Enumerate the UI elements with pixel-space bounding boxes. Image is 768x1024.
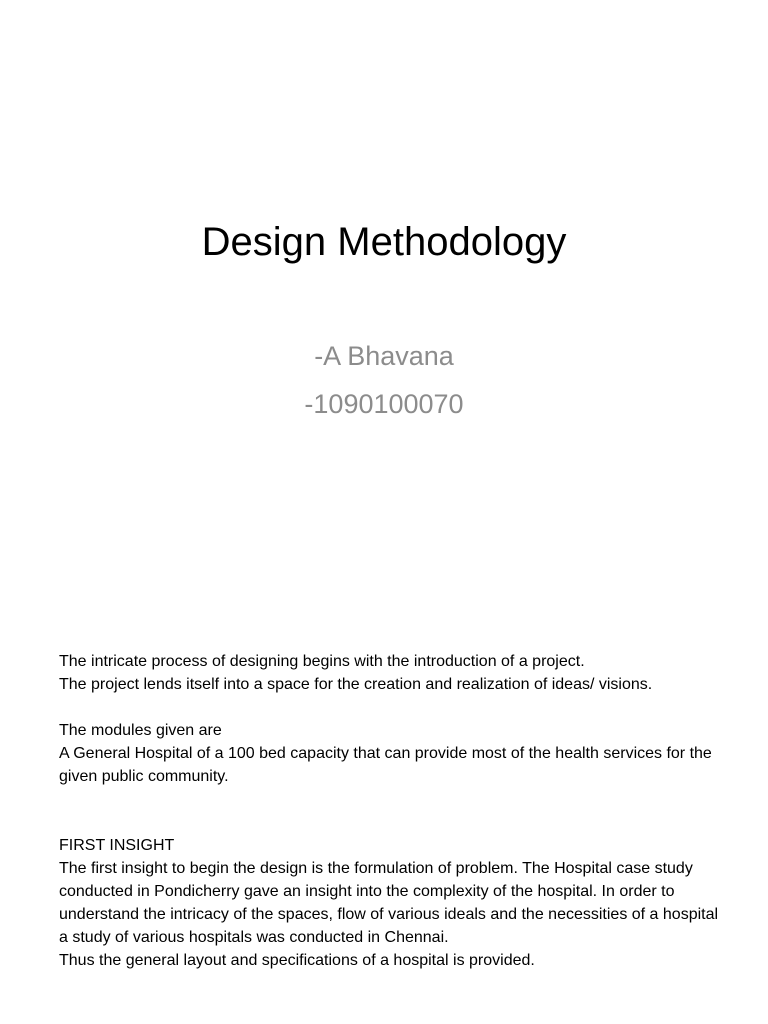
insight-text: The first insight to begin the design is the formulation of problem. The Hospital case study conducted in Pondicherry gave an insight into the complexity of the hospital. In order to understand the intricacy of the spaces, flow of various ideals and the necessities of a hospital a study of various hospitals was conducted in Chennai. <box>59 860 719 946</box>
slide-title: Design Methodology <box>201 220 567 264</box>
insight-heading: FIRST INSIGHT <box>59 837 175 854</box>
spacer <box>59 788 719 834</box>
author-id: -1090100070 <box>304 389 464 419</box>
intro-line-2: The project lends itself into a space for the creation and realization of ideas/ visions. <box>59 676 653 693</box>
insight-conclusion: Thus the general layout and specifications of a hospital is provided. <box>59 952 535 969</box>
author-name: -A Bhavana <box>314 341 454 371</box>
slide-subtitle <box>0 332 768 428</box>
intro-line-1: The intricate process of designing begins with the introduction of a project. <box>59 653 585 670</box>
content-slide <box>59 650 719 972</box>
modules-text: A General Hospital of a 100 bed capacity that can provide most of the health services for the given public community. <box>59 745 712 785</box>
modules-heading: The modules given are <box>59 722 222 739</box>
spacer <box>59 696 719 719</box>
